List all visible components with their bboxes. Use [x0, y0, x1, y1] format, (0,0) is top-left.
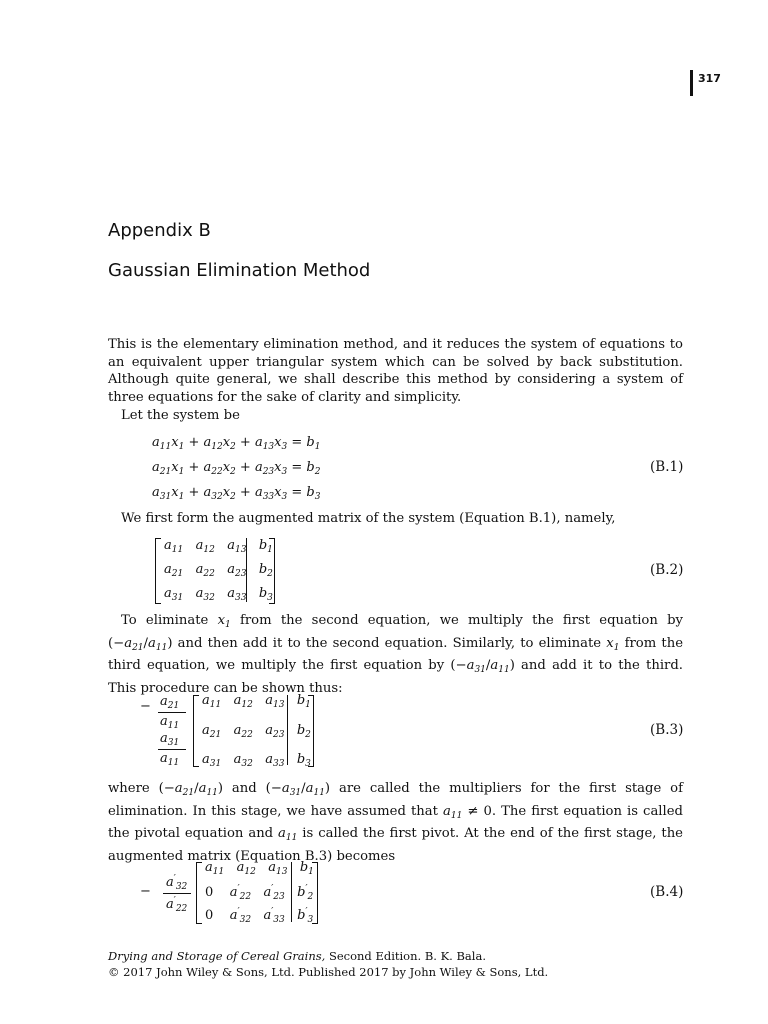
eq-b1-row-1: $a_{11}x_1 + a_{12}x_2 + a_{13}x_3 = b_1$ — [152, 435, 321, 452]
multiplier-b4-minus: − — [140, 884, 151, 899]
footer-book-title: Drying and Storage of Cereal Grains, — [108, 949, 326, 963]
multipliers-paragraph: where $(-a_{21}/a_{11})$ and $(-a_{31}/a_{11})$ are called the multipliers for the first stage of elimination. In this stage, we have assumed that $a_{11} \ne 0$. The first equation is called the pivotal equation and $a_{11}$ is called the first pivot. At the end of the first stage, the augmented matrix (Equation B.3) becomes — [108, 781, 683, 864]
para-b4-text-5: is called the first pivot. At the end of the first stage, the augmented matrix (Equation B.3) becomes — [108, 826, 683, 864]
matrix-b2-row-3: $a_{31}$ $a_{32}$ $a_{33}$ $b_3$ — [164, 586, 273, 603]
elimination-paragraph: To eliminate $x_1$ from the second equation, we multiply the first equation by $(-a_{21}/a_{11})$ and then add it to the second equation. Similarly, to eliminate $x_1$ from the third equation, we multiply the first equation by $(-a_{31}/a_{11})$ and add it to the third. This procedure can be shown thus: — [108, 613, 684, 696]
eq-b3-label: (B.3) — [650, 722, 684, 738]
multiplier-b4-num: $a'_{32}$ — [166, 874, 188, 892]
eq-b2-label: (B.2) — [650, 562, 684, 578]
para-b4-text-4: ≠ 0. The first equation is called the pivotal equation and — [108, 803, 683, 841]
footer-copyright: © 2017 John Wiley & Sons, Ltd. Published 2017 by John Wiley & Sons, Ltd. — [108, 965, 549, 979]
chapter-title: Gaussian Elimination Method — [108, 260, 371, 281]
para-b3-text-5: ) and add it to the third. This procedure can be shown thus: — [108, 658, 683, 696]
para-b4-text-1: where (− — [108, 781, 175, 796]
matrix-b3-row-3: $a_{31}$ $a_{32}$ $a_{33}$ $b_3$ — [202, 752, 311, 769]
eq-b1-row-3: $a_{31}x_1 + a_{32}x_2 + a_{33}x_3 = b_3$ — [152, 485, 321, 502]
matrix-b3-row-2: $a_{21}$ $a_{22}$ $a_{23}$ $b_2$ — [202, 723, 311, 740]
appendix-heading: Appendix B — [108, 220, 211, 241]
multiplier-1-num: $a_{21}$ — [160, 694, 180, 711]
para-b4-text-3: ) are called the multipliers for the first stage of elimination. In this stage, we have assumed that — [108, 781, 683, 819]
matrix-b3-left-bracket — [193, 695, 199, 767]
para-b3-text-2: from the second equation, we multiply the first equation by (− — [108, 613, 683, 651]
matrix-b2-left-bracket — [155, 538, 161, 604]
eq-b1-row-2: $a_{21}x_1 + a_{22}x_2 + a_{23}x_3 = b_2$ — [152, 460, 321, 477]
page-number: 317 — [690, 70, 721, 96]
matrix-b4-left-bracket — [196, 862, 202, 924]
footer-book-line — [108, 948, 548, 964]
multiplier-1-den: $a_{11}$ — [160, 714, 180, 731]
multiplier-2-bar — [158, 749, 186, 750]
eq-b4-label: (B.4) — [650, 884, 684, 900]
para-b3-text-4: from the third equation, we multiply the first equation by (− — [108, 635, 684, 673]
para-b3-text-3: ) and then add it to the second equation. Similarly, to eliminate — [167, 635, 602, 651]
footer — [108, 948, 548, 980]
multiplier-2-den: $a_{11}$ — [160, 751, 180, 768]
matrix-b4-zero-2: 0 — [205, 908, 214, 923]
multiplier-minus-1: − — [140, 699, 151, 714]
matrix-b2-row-2: $a_{21}$ $a_{22}$ $a_{23}$ $b_2$ — [164, 562, 273, 579]
matrix-b2-row-1: $a_{11}$ $a_{12}$ $a_{13}$ $b_1$ — [164, 538, 273, 555]
multiplier-b4-den: $a'_{22}$ — [166, 896, 188, 914]
matrix-b4-row-1: $a_{11}$ $a_{12}$ $a_{13}$ $b_1$ — [205, 860, 314, 877]
let-system-text: Let the system be — [121, 408, 240, 423]
multiplier-1-bar — [158, 712, 186, 713]
footer-edition: Second Edition. B. K. Bala. — [328, 949, 486, 963]
matrix-b4-zero-1: 0 — [205, 885, 214, 900]
matrix-b4-row-3: 0 $a'_{32}$ $a'_{33}$ $b'_3$ — [205, 907, 314, 925]
multiplier-2-num: $a_{31}$ — [160, 731, 180, 748]
eq-b1-label: (B.1) — [650, 459, 684, 475]
let-system-line — [108, 407, 683, 425]
matrix-b4-row-2: 0 $a'_{22}$ $a'_{23}$ $b'_2$ — [205, 884, 314, 902]
intro-paragraph: This is the elementary elimination method, and it reduces the system of equations to an equivalent upper triangular system which can be solved by back substitution. Although quite general, we shall describe this method by considering a system of three equations for the sake of clarity and simplicity. — [108, 337, 683, 405]
augmented-intro — [108, 510, 683, 528]
multiplier-b4-bar — [163, 893, 191, 894]
augmented-intro-text: We first form the augmented matrix of the system (Equation B.1), namely, — [121, 511, 616, 526]
para-b4-text-2: ) and (− — [217, 781, 282, 796]
matrix-b3-row-1: $a_{11}$ $a_{12}$ $a_{13}$ $b_1$ — [202, 693, 311, 710]
para-b3-text-1: To eliminate — [121, 613, 209, 628]
